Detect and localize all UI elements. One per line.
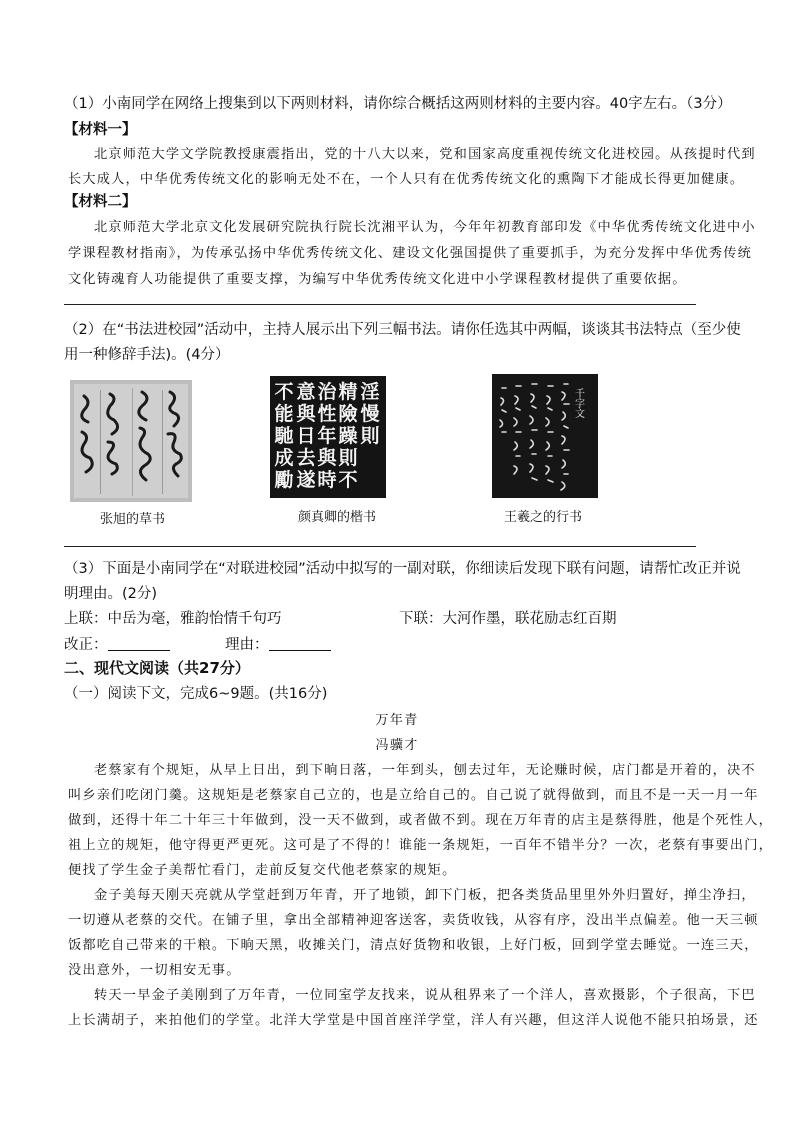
material-2-line: 北京师范大学北京文化发展研究院执行院长沈湘平认为，今年年初教育部印发《中华优秀传统文化进中小 <box>94 220 756 235</box>
article-line: 转天一早金子美刚到了万年青，一位同室学友找来，说从租界来了一个洋人，喜欢摄影，个子很高，下巴 <box>94 988 756 1003</box>
article-line: 做到，还得十年二十年三十年做到，没一天不做到，或者做不到。现在万年青的店主是蔡得胜，他是个死性人， <box>68 813 773 828</box>
calligraphy-caption: 张旭的草书 <box>100 512 166 527</box>
material-1-label: 【材料一】 <box>64 122 137 138</box>
material-2-label: 【材料二】 <box>64 194 137 210</box>
running-script-calligraphy-image <box>492 374 598 498</box>
article-line: 上长满胡子，来拍他们的学堂。北洋大学堂是中国首座洋学堂，洋人有兴趣，但这洋人说他不能只拍场景，还 <box>68 1013 759 1028</box>
article-line: 老蔡家有个规矩，从早上日出，到下晌日落，一年到头，刨去过年，无论赚时候，店门都是开着的，决不 <box>94 763 756 778</box>
article-title: 万年青 <box>375 713 419 728</box>
reason-blank[interactable] <box>269 636 331 651</box>
article-line: 祖上立的规矩，他守得更严更死。这可是了不得的！谁能一条规矩，一百年不错半分？一次，老蔡有事要出门， <box>68 838 773 853</box>
section-subheading: （一）阅读下文，完成6~9题。(共16分) <box>64 686 328 702</box>
calligraphy-character: 性 <box>317 403 337 425</box>
article-line: 一切遵从老蔡的交代。在铺子里，拿出全部精神迎客送客，卖货收钱，从容有序，没出半点偏差。他一天三顿 <box>68 913 759 928</box>
fix-blank[interactable] <box>108 636 170 651</box>
material-1-line: 长大成人，中华优秀传统文化的影响无处不在，一个人只有在优秀传统文化的熏陶下才能成长得更加健康。 <box>68 172 745 187</box>
calligraphy-character: 遂 <box>296 469 316 491</box>
calligraphy-character: 不 <box>274 381 294 403</box>
material-2-line: 学课程教材指南》，为传承弘扬中华优秀传统文化、建设文化强国提供了重要抓手，为充分发挥中华优秀传统 <box>68 246 752 261</box>
calligraphy-character: 治 <box>317 381 337 403</box>
running-script-title: 千字文 <box>572 388 584 418</box>
calligraphy-character: 慢 <box>360 403 380 425</box>
calligraphy-character: 勵 <box>274 469 294 491</box>
couplet-upper: 上联：中岳为毫，雅韵怡情千句巧 <box>64 611 282 627</box>
question-1-prompt: （1）小南同学在网络上搜集到以下两则材料，请你综合概括这两则材料的主要内容。40字左右。（3分） <box>64 96 732 112</box>
regular-script-calligraphy-image <box>270 376 386 498</box>
article-line: 叫乡亲们吃闭门羹。这规矩是老蔡家自己立的，也是立给自己的。自己说了就得做到，而且不是一天一月一年 <box>68 788 759 803</box>
cursive-calligraphy-image <box>70 380 192 502</box>
fix-field[interactable] <box>64 633 170 654</box>
calligraphy-character: 不 <box>338 469 358 491</box>
reason-field[interactable] <box>225 633 331 654</box>
article-line: 金子美每天刚天亮就从学堂赶到万年青，开了地锁，卸下门板，把各类货品里里外外归置好，掸尘净扫， <box>94 888 756 903</box>
calligraphy-character: 日 <box>296 425 316 447</box>
calligraphy-character: 成 <box>274 447 294 469</box>
material-1-line: 北京师范大学文学院教授康震指出，党的十八大以来，党和国家高度重视传统文化进校园。从孩提时代到 <box>94 147 756 162</box>
article-line: 便找了学生金子美帮忙看门，走前反复交代他老蔡家的规矩。 <box>68 863 457 878</box>
question-3-prompt: （3）下面是小南同学在“对联进校园”活动中拟写的一副对联，你细读后发现下联有问题，请帮忙改正并说 <box>64 561 741 577</box>
calligraphy-character: 年 <box>317 425 337 447</box>
material-2-line: 文化铸魂育人功能提供了重要支撑，为编写中华优秀传统文化进中小学课程教材提供了重要依据。 <box>68 272 687 287</box>
calligraphy-caption: 颜真卿的楷书 <box>298 510 377 525</box>
calligraphy-character: 意 <box>296 381 316 403</box>
calligraphy-caption: 王羲之的行书 <box>504 510 583 525</box>
calligraphy-character: 險 <box>338 403 358 425</box>
question-2-prompt: （2）在“书法进校园”活动中，主持人展示出下列三幅书法。请你任选其中两幅，谈谈其书法特点（至少使 <box>64 322 741 338</box>
calligraphy-character: 去 <box>296 447 316 469</box>
divider <box>64 304 696 305</box>
article-author: 冯骥才 <box>375 738 419 753</box>
calligraphy-character: 則 <box>338 447 358 469</box>
reason-label: 理由： <box>225 637 269 653</box>
fix-label: 改正： <box>64 637 108 653</box>
question-3-prompt: 明理由。(2分) <box>64 586 158 602</box>
section-heading: 二、现代文阅读（共27分） <box>64 659 250 677</box>
calligraphy-character: 則 <box>360 425 380 447</box>
calligraphy-character: 與 <box>296 403 316 425</box>
couplet-lower: 下联：大河作墨，联花励志红百期 <box>399 611 617 627</box>
calligraphy-character: 淫 <box>360 381 380 403</box>
calligraphy-character: 能 <box>274 403 294 425</box>
divider <box>64 546 696 547</box>
question-2-prompt: 用一种修辞手法)。(4分） <box>64 347 230 363</box>
calligraphy-character: 精 <box>338 381 358 403</box>
calligraphy-character: 與 <box>317 447 337 469</box>
article-line: 饭都吃自己带来的干粮。下晌天黑，收摊关门，清点好货物和收银，上好门板，回到学堂去睡觉。一连三天， <box>68 938 759 953</box>
article-line: 没出意外，一切相安无事。 <box>68 963 241 978</box>
calligraphy-character: 馳 <box>274 425 294 447</box>
calligraphy-character: 時 <box>317 469 337 491</box>
calligraphy-character: 躁 <box>338 425 358 447</box>
